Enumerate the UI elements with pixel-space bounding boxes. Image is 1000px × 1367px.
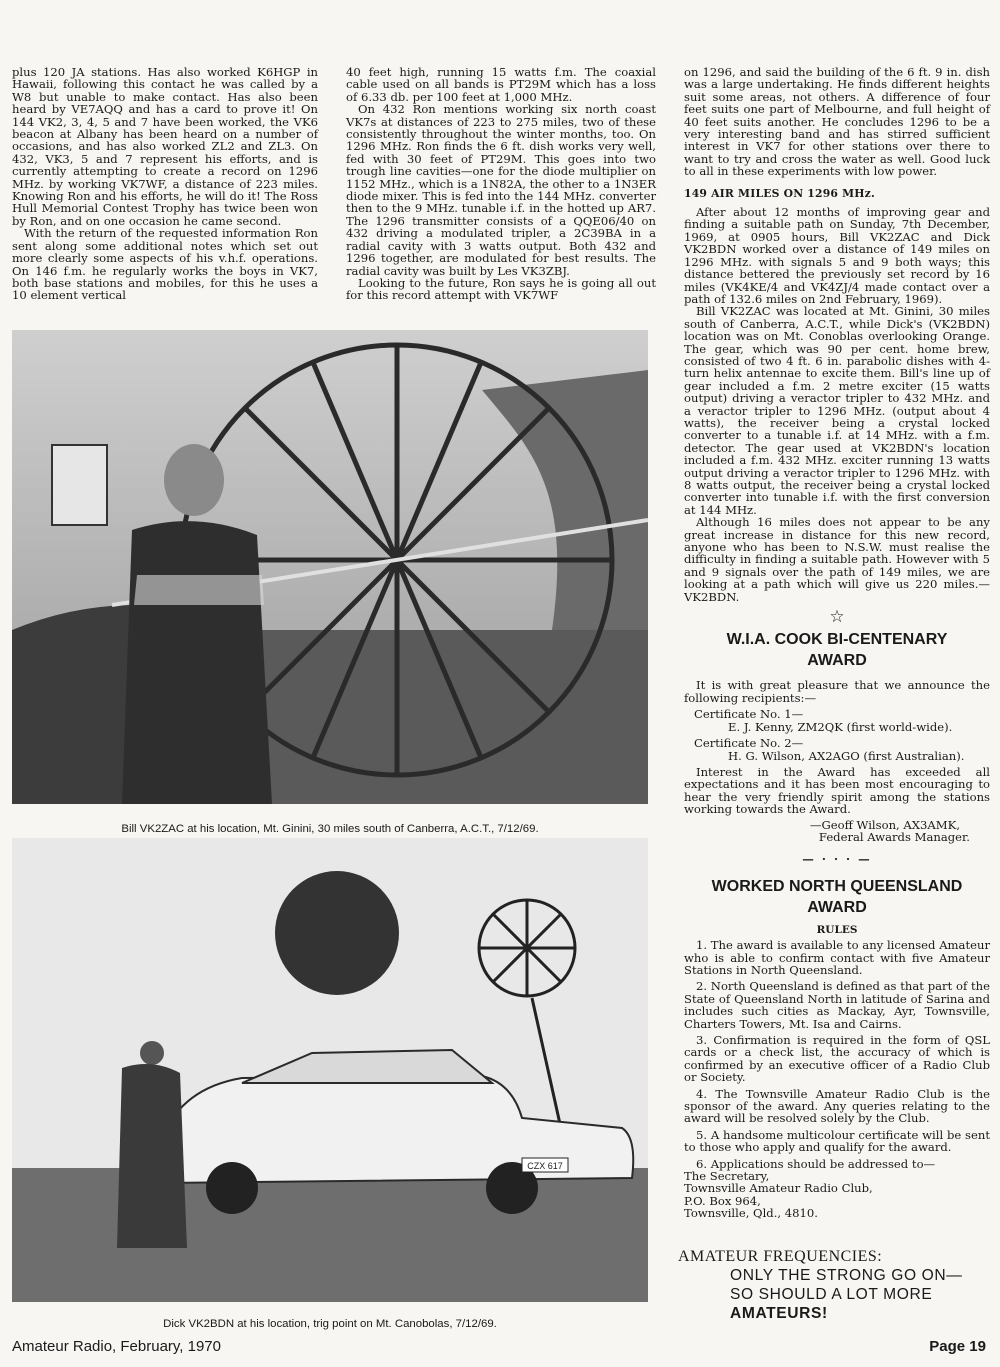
signoff bbox=[684, 819, 990, 844]
award-title-north-queensland: WORKED NORTH QUEENSLAND AWARD bbox=[711, 877, 963, 916]
photo-antenna-dish-scene bbox=[12, 330, 648, 804]
column-3 bbox=[684, 66, 990, 1220]
footer-page-number: Page 19 bbox=[929, 1338, 986, 1355]
photo-dick-vk2bdn bbox=[12, 838, 648, 1302]
rule-item: 4. The Townsville Amateur Radio Club is the sponsor of the award. Any queries relating to the award will be resolved solely by the Club. bbox=[684, 1086, 990, 1126]
rule-item: 3. Confirmation is required in the form of QSL cards or a check list, the accuracy of which is confirmed by an executive officer of a Radio Club or Society. bbox=[684, 1033, 990, 1085]
slogan-line-4: AMATEURS! bbox=[730, 1305, 828, 1322]
paragraph: Interest in the Award has exceeded all expectations and it has been most encouraging to hear the very friendly spirit among the stations working towards the Award. bbox=[684, 764, 990, 817]
photo-bill-vk2zac bbox=[12, 330, 648, 804]
photo-car-trig-point-scene bbox=[12, 838, 648, 1302]
rule-item: 1. The award is available to any licensed Amateur who is able to confirm contact with five Amateur Stations in North Queensland. bbox=[684, 938, 990, 977]
address-line: Townsville, Qld., 4810. bbox=[684, 1206, 818, 1221]
section-divider: — · · · — bbox=[802, 852, 872, 867]
paragraph: Bill VK2ZAC was located at Mt. Ginini, 30 miles south of Canberra, A.C.T., while Dick's (VK2BDN) location was on Mt. Conoblas overlooking Orange. The gear, which was 90 per cent. home brew, consisted of two 4 ft. 6 in. parabolic dishes with 4-turn helix antennae to excite them. Bill's line up of gear included a f.m. 2 metre exciter (15 watts output) driving a veractor tripler to 432 MHz. and a veractor tripler to 1296 MHz. (output about 4 watts), the receiver being a crystal locked converter to a tunable i.f. at 14 MHz. with a f.m. detector. The gear used at VK2BDN's location included a f.m. 432 MHz. exciter running 13 watts output driving a veractor tripler to 1296 MHz. with 8 watts output, the receiver being a crystal locked converter into tunable i.f. with the first conversion at 144 MHz. bbox=[684, 304, 990, 517]
certificate-label: Certificate No. 2— bbox=[694, 736, 804, 751]
award-title-cook: W.I.A. COOK BI-CENTENARY AWARD bbox=[726, 631, 948, 670]
slogan-line-1: AMATEUR FREQUENCIES: bbox=[678, 1248, 883, 1265]
paragraph: plus 120 JA stations. Has also worked K6HGP in Hawaii, following this contact he was called by a W8 but unable to make contact. Has also been heard by VE7AQQ and has a card to prove it! On 144 VK2, 3, 4, 5 and 7 have been worked, the VK6 beacon at Albany has been heard on a number of occasions, and has also worked ZL2 and ZL3. On 432, VK3, 5 and 7 represent his efforts, and is currently attempting to create a record on 1296 MHz. by working VK7WF, a distance of 223 miles. Knowing Ron and his efforts, he will do it! The Ross Hull Memorial Contest Trophy has twice been won by Ron, and on one occasion he came second. bbox=[12, 65, 318, 228]
footer-publication: Amateur Radio, February, 1970 bbox=[12, 1338, 221, 1355]
photo-2-caption: Dick VK2BDN at his location, trig point on Mt. Canobolas, 7/12/69. bbox=[163, 1318, 497, 1330]
rule-item: 6. Applications should be addressed to— bbox=[696, 1156, 936, 1171]
rule-item: 2. North Queensland is defined as that part of the State of Queensland North in latitude of Sarina and includes such cities as Mackay, Ayr, Townsville, Charters Towers, Mt. Isa and Cairns. bbox=[684, 979, 990, 1031]
paragraph: Although 16 miles does not appear to be any great increase in distance for this new record, anyone who has been to N.S.W. must realise the difficulty in finding a suitable path. However with 5 and 9 signals over the path of 149 miles, we are looking at a path which will give us 220 miles.—VK2BDN. bbox=[684, 515, 990, 604]
column-2 bbox=[346, 66, 656, 302]
address-line: P.O. Box 964, bbox=[684, 1193, 761, 1208]
paragraph: 40 feet high, running 15 watts f.m. The coaxial cable used on all bands is PT29M which has a loss of 6.33 db. per 100 feet at 1,000 MHz. bbox=[346, 65, 656, 104]
signoff-name: —Geoff Wilson, AX3AMK, bbox=[809, 817, 960, 832]
paragraph: After about 12 months of improving gear and finding a suitable path on Sunday, 7th December, 1969, at 0905 hours, Bill VK2ZAC and Dick VK2BDN worked over a distance of 149 miles on 1296 MHz. with signals 5 and 9 both ways; this distance bettered the previously set record by 16 miles (VK4KE/4 and VK4ZJ/4 made contact over a path of 132.6 miles on 2nd February, 1969). bbox=[684, 205, 990, 306]
photo-1-caption: Bill VK2ZAC at his location, Mt. Ginini, 30 miles south of Canberra, A.C.T., 7/12/69. bbox=[121, 823, 539, 835]
address-line: Townsville Amateur Radio Club, bbox=[684, 1181, 873, 1196]
paragraph: On 432 Ron mentions working six north coast VK7s at distances of 223 to 275 miles, two of these consistently throughout the winter months, too. On 1296 MHz. Ron finds the 6 ft. dish works very well, fed with 30 feet of PT29M. This goes into two trough line cavities—one for the diode multiplier on 1152 MHz., which is a 1N82A, the other to a 1N3ER diode mixer. This is fed into the 144 MHz. converter then to the 9 MHz. tunable i.f. in the hotted up AR7. The 1296 transmitter consists of a QQE06/40 on 432 driving a modulated tripler, a 2C39BA in a radial cavity with 3 watts output. Both 432 and 1296 together, are modulated for best results. The radial cavity was built by Les VK3ZBJ. bbox=[346, 102, 656, 278]
slogan-line-2: ONLY THE STRONG GO ON— bbox=[730, 1267, 963, 1284]
section-heading: 149 AIR MILES ON 1296 MHz. bbox=[684, 186, 875, 200]
column-1 bbox=[12, 66, 318, 302]
signoff-title: Federal Awards Manager. bbox=[818, 829, 970, 844]
paragraph: With the return of the requested information Ron sent along some additional notes which set out more clearly some aspects of his v.h.f. operations. On 146 f.m. he regularly works the boys in VK7, both base stations and mobiles, for this he uses a 10 element vertical bbox=[12, 226, 318, 303]
car-plate: CZX 617 bbox=[527, 1161, 563, 1171]
address-block bbox=[684, 1170, 990, 1220]
rule-item: 5. A handsome multicolour certificate will be sent to those who apply and qualify for the award. bbox=[684, 1127, 990, 1155]
paragraph: Looking to the future, Ron says he is going all out for this record attempt with VK7WF bbox=[346, 275, 656, 303]
address-line: The Secretary, bbox=[684, 1169, 770, 1184]
paragraph: on 1296, and said the building of the 6 ft. 9 in. dish was a large undertaking. He finds different heights suit some areas, not others. A difference of four feet suits one part of Melbourne, and full height of 40 feet suits another. He concludes 1296 to be a very interesting band and has stirred sufficient interest in VK7 for other stations over there to want to try and cross the water as well. Good luck to all in these experiments with low power. bbox=[684, 65, 990, 179]
certificate-label: Certificate No. 1— bbox=[694, 707, 804, 722]
certificate-2 bbox=[694, 737, 990, 762]
certificate-recipient: H. G. Wilson, AX2AGO (first Australian). bbox=[728, 748, 965, 763]
certificate-recipient: E. J. Kenny, ZM2QK (first world-wide). bbox=[728, 719, 953, 734]
rules-heading: RULES bbox=[816, 923, 858, 936]
certificate-1 bbox=[694, 708, 990, 733]
star-icon: ☆ bbox=[829, 607, 845, 628]
slogan-line-3: SO SHOULD A LOT MORE bbox=[730, 1286, 933, 1303]
paragraph: It is with great pleasure that we announce the following recipients:— bbox=[684, 678, 990, 705]
slogan-box bbox=[678, 1248, 990, 1323]
